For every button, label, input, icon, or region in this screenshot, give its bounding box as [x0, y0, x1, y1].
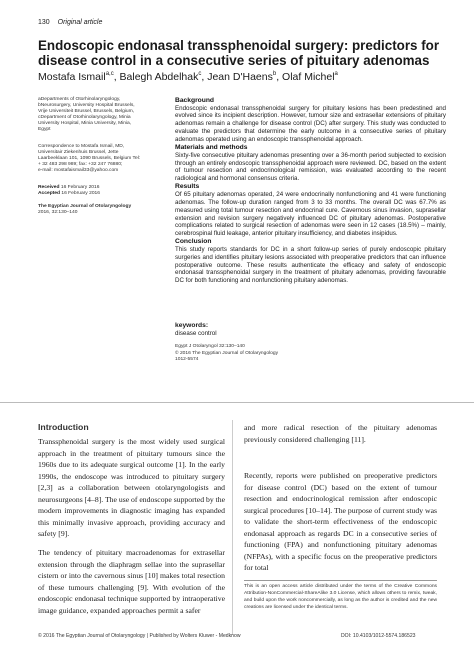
- copyright-line: © 2016 The Egyptian Journal of Otolaryngology | Published by Wolters Kluwer - Medknow: [38, 633, 241, 639]
- body-paragraph: and more radical resection of the pituitary adenomas previously considered challenging [11].: [244, 423, 437, 444]
- article-title: Endoscopic endonasal transsphenoidal surgery: predictors for disease control in a consecutive series of pituitary adenomas: [38, 38, 440, 68]
- affiliations: aDepartments of Otorhinolaryngology, bNeurosurgery, University Hospital Brussels, Vrije Universiteit Brussel, Brussels, Belgium, cDepartment of Otorhinolaryngology, Minia University Hospital, Minia University, Minia, Egypt: [38, 97, 135, 133]
- citation: Egypt J Otolaryngol 32:130–140 © 2016 The Egyptian Journal of Otolaryngology 1012-5574: [175, 344, 279, 362]
- doi-link[interactable]: DOI: 10.4103/1012-5574.186523: [341, 633, 416, 639]
- body-paragraph: Recently, reports were published on preoperative predictors for disease control (DC) based on the extent of tumour resection and endocrinological remission after endoscopic surgical procedures [10–14]. The purpose of current study was to validate the short-term effectiveness of the endoscopic endonasal approach as regards DC in a consecutive series of functioning (FPA) and nonfunctioning pituitary adenomas (NFPAs), with a specific focus on the preoperative predictors for total: [244, 471, 437, 573]
- section-label: Original article: [57, 19, 103, 26]
- abstract-text-methods: Sixty-five consecutive pituitary adenomas presenting over a 36-month period subjected to excision through an entirely endoscopic transsphenoidal approach were reviewed. DC, based on the extent of tumour resection and endocrinological remission, was evaluated according to the recent radiological and hormonal consensus criteria.: [175, 151, 446, 183]
- body-paragraph: The tendency of pituitary macroadenomas for extrasellar extension through the diaphragm sellae into the suprasellar cistern or into the cavernous sinus [10] makes total resection of these tumours challenging [9]. With evolution of the endoscopic endonasal technique supported by intraoperative image guidance, expanded approaches permit a safer: [38, 548, 225, 615]
- email-link[interactable]: e-mail: mostafaismail33@yahoo.com: [38, 168, 119, 174]
- abstract-heading-conclusion: Conclusion: [175, 238, 212, 246]
- section-divider: [0, 402, 474, 403]
- journal-reference: The Egyptian Journal of Otolaryngology 2016, 32:130–140: [38, 204, 132, 216]
- running-header: [38, 19, 102, 26]
- body-paragraph: Transsphenoidal surgery is the most widely used surgical approach in the treatment of pituitary tumours since the 1960s due to its adequate surgical outcome [1]. In the early 1990s, the endoscope was introduced to pituitary surgery [2,3] as a collaboration between otolaryngologists and neurosurgeons [4–8]. The use of endoscope supported by the modern improvements in diagnostic imaging has expanded this minimally invasive approach, providing accuracy and safety [9].: [38, 437, 225, 539]
- column-divider: [232, 420, 233, 635]
- abstract-heading-methods: Materials and methods: [175, 144, 248, 152]
- keywords-value: disease control: [175, 330, 217, 337]
- license-notice: This is an open access article distributed under the terms of the Creative Commons Attribution-NonCommercial-ShareAlike 3.0 License, which allows others to remix, tweak, and build upon the work noncommercially, as long as the author is credited and the new creations are licensed under the identical terms.: [244, 580, 437, 611]
- author: Balegh Abdelhak$^c$: [119, 71, 202, 83]
- page-number: 130: [38, 19, 50, 26]
- abstract-text-conclusion: This study reports standards for DC in a short follow-up series of purely endoscopic pituitary surgeries and identifies pituitary lesions associated with preoperative predictors that can influence postoperative outcome. These results authenticate the efficacy and safety of endoscopic endonasal transsphenoidal surgery in the treatment of pituitary adenomas, providing favourable DC for both functioning and nonfunctioning pituitary adenomas.: [175, 245, 446, 285]
- abstract-text-background: Endoscopic endonasal transsphenoidal surgery for pituitary lesions has been predestined and evolved since its incipient description. However, tumour size and extrasellar extensions of pituitary adenomas remain a challenge for disease control (DC) after surgery. This study was conducted to evaluate the predictors that determine the early outcome in a consecutive series of pituitary adenomas operated using an endoscopic transsphenoidal approach.: [175, 104, 446, 143]
- correspondence: Correspondence to Mostafa Ismail, MD, Universitair Ziekenhuis Brussel, Jette Laarbeeklaan 101, 1090 Brussels, Belgium Tel: + 32 483 298 989; fax: +32 247 76880; e-mail: mostafaismail33@yahoo.com: [38, 144, 160, 174]
- abstract: [175, 97, 446, 285]
- abstract-text-results: Of 65 pituitary adenomas operated, 24 were endocrinally nonfunctioning and 41 were functioning adenomas. The follow-up duration ranged from 3 to 33 months. The overall DC was 67.7% as measured using total tumour resection and endocrinal cure. Cavernous sinus invasion, suprasellar extension and revision surgery negatively influenced DC of pituitary adenomas. Postoperative complications related to surgical resection of adenomas were seen in 12 cases (18.5%) – mainly, cerebrospinal fluid leakage, anterior pituitary insufficiency, and diabetes insipidus.: [175, 190, 446, 238]
- introduction-heading: Introduction: [38, 422, 89, 432]
- author-list: Mostafa Ismail$^{a,c}$, Balegh Abdelhak$^c$, Jean D'Haens$^b$, Olaf Michel$^a$: [38, 71, 338, 83]
- abstract-heading-background: Background: [175, 97, 215, 104]
- author: Mostafa Ismail$^{a,c}$: [38, 71, 114, 83]
- page-footer: [38, 633, 438, 639]
- article-dates: Received 16 February 2016 Accepted 16 February 2016: [38, 185, 100, 197]
- author: Jean D'Haens$^b$: [207, 71, 277, 83]
- keywords-heading: keywords:: [175, 322, 209, 329]
- abstract-heading-results: Results: [175, 183, 200, 191]
- keywords: [175, 322, 445, 338]
- author: Olaf Michel$^a$: [282, 71, 338, 83]
